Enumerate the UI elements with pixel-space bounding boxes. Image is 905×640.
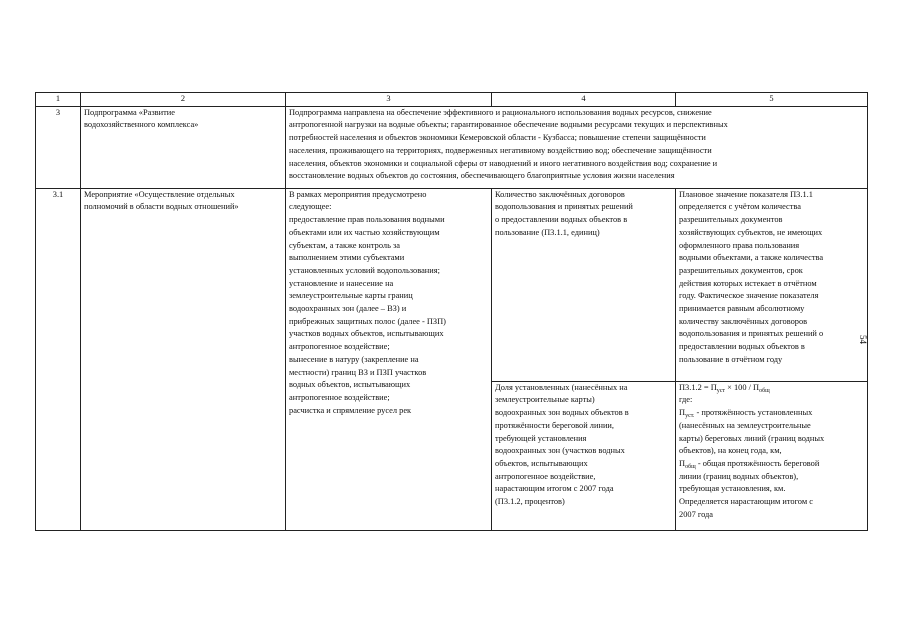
definition-line <box>679 407 864 420</box>
text-line: Плановое значение показателя П3.1.1 <box>679 189 813 199</box>
text-line: пользование в отчётном году <box>679 354 783 364</box>
col-num-4: 4 <box>492 93 676 107</box>
col-num-3: 3 <box>286 93 492 107</box>
column-numbers-row <box>36 93 868 107</box>
measure-name <box>81 188 286 530</box>
text-line: Подпрограмма «Развитие <box>84 107 175 117</box>
definition-text: - общая протяжённость береговой <box>695 458 820 468</box>
text-line: линии (границ водных объектов), <box>679 471 799 481</box>
text-line: объектами или их частью хозяйствующим <box>289 227 440 237</box>
text-line: населения, объектов экономики и социальной сферы от наводнений и иного негативного воздействия вод; сохранение и <box>289 158 718 168</box>
text-line: количеству заключённых договоров <box>679 316 808 326</box>
subprogram-name <box>81 106 286 188</box>
text-line: протяжённости береговой линии, <box>495 420 615 430</box>
text-line: Подпрограмма направлена на обеспечение эффективного и рационального использования водных ресурсов, снижение <box>289 107 712 117</box>
text-line: требующая установления, км. <box>679 484 786 494</box>
text-line: (П3.1.2, процентов) <box>495 497 565 507</box>
text-line: субъектам, а также контроль за <box>289 240 401 250</box>
text-line: Количество заключённых договоров <box>495 189 625 199</box>
program-table <box>35 92 868 531</box>
formula-subscript: уст <box>716 387 726 394</box>
text-line: установление и нанесение на <box>289 278 394 288</box>
method-1 <box>676 188 868 381</box>
text-line: году. Фактическое значение показателя <box>679 291 819 301</box>
formula-subscript: общ <box>759 387 770 394</box>
symbol-subscript: уст. <box>685 413 695 420</box>
text-line: предоставлении водных объектов в <box>679 342 805 352</box>
text-line: 2007 года <box>679 509 713 519</box>
indicator-2 <box>492 381 676 530</box>
page-number: 54 <box>858 335 868 344</box>
text-line: пользование (П3.1.1, единиц) <box>495 227 600 237</box>
text-line: объектов, испытывающих <box>495 458 588 468</box>
formula-part: × 100 / П <box>725 382 760 392</box>
text-line: водоохранных зон (далее – ВЗ) и <box>289 304 407 314</box>
text-line: хозяйствующих субъектов, не имеющих <box>679 227 823 237</box>
text-line: участков водных объектов, испытывающих <box>289 329 444 339</box>
symbol: П <box>679 408 686 418</box>
text-line: карты) береговых линий (границ водных <box>679 433 825 443</box>
row-number: 3 <box>36 106 81 188</box>
text-line: местности) границ ВЗ и ПЗП участков <box>289 367 427 377</box>
text-line: вынесение в натуру (закрепление на <box>289 354 419 364</box>
text-line: требующей установления <box>495 433 587 443</box>
row-number: 3.1 <box>36 188 81 530</box>
formula-part: П3.1.2 = П <box>679 382 717 392</box>
text-line: населения, проживающего на территориях, подверженных негативному воздействию вод; обеспечение защищённости <box>289 145 712 155</box>
text-line: антропогенное воздействие, <box>495 471 596 481</box>
text-line: установленных условий водопользования; <box>289 265 440 275</box>
method-2 <box>676 381 868 530</box>
text-line: антропогенной нагрузки на водные объекты; гарантированное обеспечение водными ресурсами текущих и перспективных <box>289 120 728 130</box>
text-line: принимается равным абсолютному <box>679 304 805 314</box>
formula-line <box>679 382 864 395</box>
text-line: В рамках мероприятия предусмотрено <box>289 189 427 199</box>
text-line: водоохранных зон (участков водных <box>495 446 625 456</box>
table-row-measure <box>36 188 868 381</box>
subprogram-description <box>286 106 868 188</box>
text-line: водопользования и принятых решений о <box>679 329 824 339</box>
text-line: землеустроительные карты границ <box>289 291 413 301</box>
text-line: антропогенное воздействие; <box>289 342 390 352</box>
definition-line <box>679 458 864 471</box>
text-line: оформленного права пользования <box>679 240 800 250</box>
col-num-1: 1 <box>36 93 81 107</box>
symbol-subscript: общ <box>685 463 696 470</box>
col-num-5: 5 <box>676 93 868 107</box>
text-line: (нанесённых на землеустроительные <box>679 420 811 430</box>
text-line: потребностей населения и объектов экономики Кемеровской области - Кузбасса; повышение степени защищённости <box>289 133 706 143</box>
text-line: Доля установленных (нанесённых на <box>495 382 628 392</box>
text-line: восстановление водных объектов до состояния, обеспечивающего благоприятные условия жизни населения <box>289 171 675 181</box>
measure-description <box>286 188 492 530</box>
table-row-subprogram <box>36 106 868 188</box>
text-line: полномочий в области водных отношений» <box>84 202 239 212</box>
text-line: водных объектов, испытывающих <box>289 380 411 390</box>
text-line: предоставление прав пользования водными <box>289 215 445 225</box>
text-line: водопользования и принятых решений <box>495 202 633 212</box>
text-line: о предоставлении водных объектов в <box>495 215 628 225</box>
text-line: выполнением этими субъектами <box>289 253 405 263</box>
definition-text: - протяжённость установленных <box>694 408 813 418</box>
text-line: прибрежных защитных полос (далее - ПЗП) <box>289 316 446 326</box>
text-line: действия которых истекает в отчётном <box>679 278 817 288</box>
text-line: объектов), на конец года, км, <box>679 446 782 456</box>
indicator-1 <box>492 188 676 381</box>
text-line: землеустроительные карты) <box>495 395 595 405</box>
text-line: следующее: <box>289 202 332 212</box>
text-line: расчистка и спрямление русел рек <box>289 405 412 415</box>
symbol: П <box>679 458 686 468</box>
text-line: где: <box>679 395 693 405</box>
col-num-2: 2 <box>81 93 286 107</box>
text-line: Определяется нарастающим итогом с <box>679 497 813 507</box>
text-line: водоохранных зон водных объектов в <box>495 408 629 418</box>
text-line: водохозяйственного комплекса» <box>84 120 199 130</box>
text-line: определяется с учётом количества <box>679 202 801 212</box>
text-line: Мероприятие «Осуществление отдельных <box>84 189 235 199</box>
text-line: антропогенное воздействие; <box>289 392 390 402</box>
text-line: разрешительных документов, срок <box>679 265 803 275</box>
text-line: разрешительных документов <box>679 215 783 225</box>
text-line: нарастающим итогом с 2007 года <box>495 484 614 494</box>
text-line: водными объектами, а также количества <box>679 253 824 263</box>
